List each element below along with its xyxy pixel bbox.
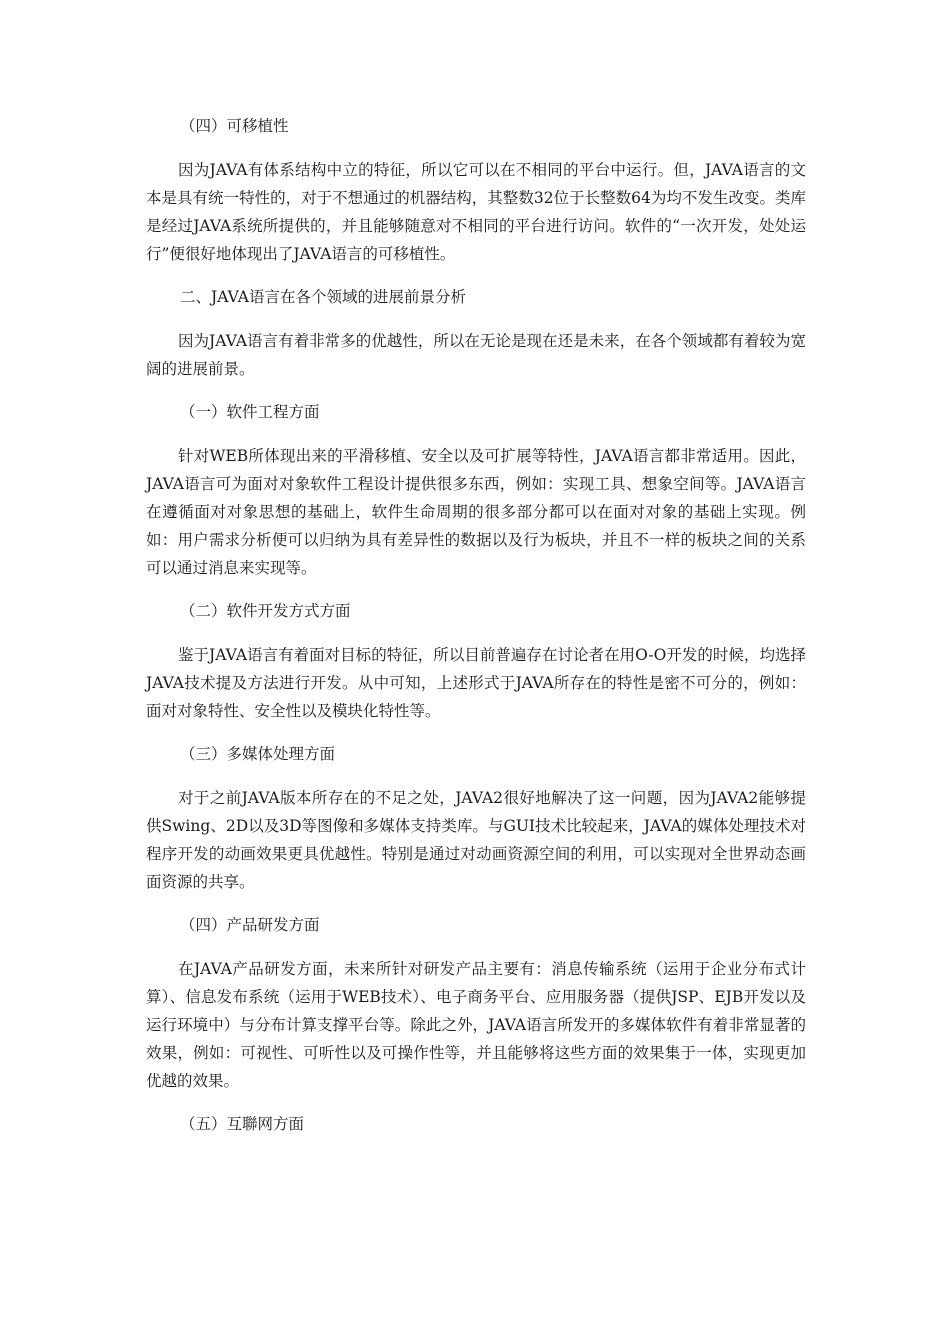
section-heading-product-development: （四）产品研发方面 <box>180 916 320 934</box>
section-heading-internet: （五）互聯网方面 <box>180 1115 305 1133</box>
section-heading-multimedia: （三）多媒体处理方面 <box>180 745 336 763</box>
paragraph-multimedia: 对于之前JAVA版本所存在的不足之处，JAVA2很好地解决了这一问题，因为JAVA2能够提供Swing、2D以及3D等图像和多媒体支持类库。与GUI技术比较起来，JAVA的媒体处理技术对程序开发的动画效果更具优越性。特别是通过对动画资源空间的利用，可以实现对全世界动态画面资源的共享。 <box>146 789 806 891</box>
section-heading-development-methods: （二）软件开发方式方面 <box>180 602 351 620</box>
document-page <box>146 112 806 1138</box>
section-heading-portability: （四）可移植性 <box>180 117 289 135</box>
section-heading-software-engineering: （一）软件工程方面 <box>180 403 320 421</box>
paragraph-product-development: 在JAVA产品研发方面，未来所针对研发产品主要有：消息传输系统（运用于企业分布式计算）、信息发布系统（运用于WEB技术）、电子商务平台、应用服务器（提供JSP、EJB开发以及运行环境中）与分布计算支撑平台等。除此之外，JAVA语言所发开的多媒体软件有着非常显著的效果，例如：可视性、可听性以及可操作性等，并且能够将这些方面的效果集于一体，实现更加优越的效果。 <box>146 960 806 1090</box>
paragraph-prospects-intro: 因为JAVA语言有着非常多的优越性，所以在无论是现在还是未来，在各个领域都有着较为宽阔的进展前景。 <box>146 332 806 378</box>
paragraph-development-methods: 鉴于JAVA语言有着面对目标的特征，所以目前普遍存在讨论者在用O-O开发的时候，均选择JAVA技术提及方法进行开发。从中可知，上述形式于JAVA所存在的特性是密不可分的，例如：面对对象特性、安全性以及模块化特性等。 <box>146 646 806 720</box>
chapter-heading-prospects: 二、JAVA语言在各个领域的进展前景分析 <box>180 288 466 306</box>
paragraph-software-engineering: 针对WEB所体现出来的平滑移植、安全以及可扩展等特性，JAVA语言都非常适用。因此，JAVA语言可为面对对象软件工程设计提供很多东西，例如：实现工具、想象空间等。JAVA语言在遵循面对对象思想的基础上，软件生命周期的很多部分都可以在面对对象的基础上实现。例如：用户需求分析便可以归纳为具有差异性的数据以及行为板块，并且不一样的板块之间的关系可以通过消息来实现等。 <box>146 447 806 577</box>
paragraph-portability: 因为JAVA有体系结构中立的特征，所以它可以在不相同的平台中运行。但，JAVA语言的文本是具有统一特性的，对于不想通过的机器结构，其整数32位于长整数64为均不发生改变。类库是经过JAVA系统所提供的，并且能够随意对不相同的平台进行访问。软件的“一次开发，处处运行”便很好地体现出了JAVA语言的可移植性。 <box>146 161 806 263</box>
